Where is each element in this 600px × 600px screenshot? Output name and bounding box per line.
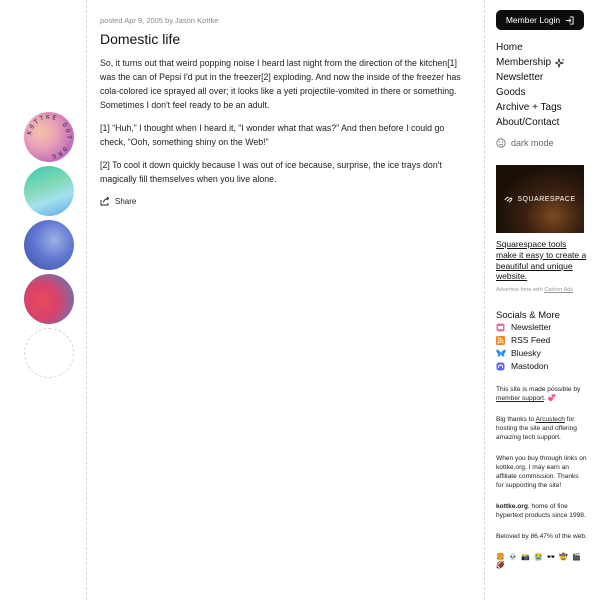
ad-link[interactable]: Squarespace tools make it easy to create a beautiful and unique website. (496, 239, 587, 282)
right-divider (484, 0, 485, 600)
site-name: kottke.org (496, 503, 528, 511)
ad-note-prefix: Advertise here with (496, 287, 545, 294)
share-label: Share (115, 196, 137, 206)
share-icon (100, 196, 110, 206)
ad-brand: SQUARESPACE (517, 195, 576, 203)
ad-image[interactable] (496, 165, 584, 233)
nav-membership[interactable] (496, 55, 588, 70)
beloved-note: Beloved by 86.47% of the web. (496, 533, 587, 541)
nav-archive-tags[interactable] (496, 100, 588, 115)
post (100, 16, 472, 206)
nav-home[interactable] (496, 40, 588, 55)
support-prefix: This site is made possible by (496, 386, 581, 394)
decorative-circle-empty (24, 328, 74, 378)
social-rss[interactable] (496, 334, 588, 347)
carbon-ads-link[interactable]: Carbon Ads (544, 287, 574, 294)
ad-note (496, 287, 588, 293)
smiley-icon (496, 138, 506, 148)
nav-archive-tags-label: Archive + Tags (496, 102, 562, 113)
sidebar (496, 10, 588, 569)
post-paragraph-1: So, it turns out that weird popping noise I heard last night from the direction of the kitchen[1] was the can of Pepsi I'd put in the freezer[2] exploding. And now the inside of the freezer has cola-colored ice sprayed all over; it looks like a yeti projectile-vomited in there or something. Sometimes I don't feel ready to be an adult. (100, 58, 461, 110)
social-mastodon[interactable] (496, 360, 588, 373)
newsletter-icon (496, 323, 505, 332)
decorative-circle-teal (24, 166, 74, 216)
sparkle-icon (555, 58, 565, 68)
logo-ring-text (24, 112, 74, 162)
post-paragraph-3: [2] To cool it down quickly because I was out of ice because, surprise, the ice trays don't magically fill themselves when you live alone. (100, 160, 442, 184)
nav-about-contact[interactable] (496, 115, 588, 130)
nav-newsletter[interactable] (496, 70, 588, 85)
member-login-button[interactable] (496, 10, 584, 30)
support-suffix: . 💞 (544, 395, 556, 403)
nav-goods[interactable] (496, 85, 588, 100)
arcustech-link[interactable]: Arcustech (535, 416, 565, 424)
dark-mode-toggle[interactable] (496, 138, 588, 148)
decorative-circle-blue (24, 220, 74, 270)
thanks-suffix: for hosting the site and offering amazing tech support. (496, 416, 577, 442)
member-login-label: Member Login (505, 15, 561, 25)
nav-newsletter-label: Newsletter (496, 72, 544, 83)
decorative-circle-red (24, 274, 74, 324)
dark-mode-label: dark mode (511, 138, 554, 148)
nav-about-contact-label: About/Contact (496, 117, 560, 128)
social-newsletter-label: Newsletter (511, 322, 552, 333)
post-title[interactable]: Domestic life (100, 31, 181, 47)
bluesky-icon (496, 349, 505, 358)
member-support-link[interactable]: member support (496, 395, 545, 403)
post-paragraph-2: [1] “Huh,” I thought when I heard it, “I wonder what that was?” And then before I could go check, “Ooh, something shiny on the Web!” (100, 123, 445, 147)
mastodon-icon (496, 362, 505, 371)
emoji-row: 🍔 💀 📸 😭 🕶️ 🤠 🎬 🏈 (496, 554, 582, 570)
nav-home-label: Home (496, 42, 523, 53)
post-meta: posted Apr 9, 2005 by Jason Kottke (100, 16, 219, 25)
svg-text:KOTTKE DOT ORG: KOTTKE DOT ORG (26, 113, 73, 161)
nav-goods-label: Goods (496, 87, 526, 98)
social-mastodon-label: Mastodon (511, 361, 549, 372)
about-note (496, 502, 588, 520)
left-divider (86, 0, 87, 600)
thanks-prefix: Big thanks to (496, 416, 536, 424)
hosting-note (496, 415, 588, 442)
affiliate-note: When you buy through links on kottke.org, I may earn an affiliate commission. Thanks for supporting the site! (496, 455, 587, 490)
nav-membership-label: Membership (496, 57, 552, 68)
logo-circles (24, 112, 74, 382)
login-icon (565, 16, 574, 25)
main-nav (496, 40, 588, 130)
social-rss-label: RSS Feed (511, 335, 551, 346)
squarespace-logo-icon (504, 196, 513, 203)
socials-heading: Socials & More (496, 310, 560, 322)
social-bluesky[interactable] (496, 347, 588, 360)
rss-icon (496, 336, 505, 345)
social-bluesky-label: Bluesky (511, 348, 541, 359)
kottke-logo[interactable] (24, 112, 74, 162)
social-newsletter[interactable] (496, 321, 588, 334)
about-rest: . home of fine hypertext products since 1998. (496, 503, 586, 520)
support-note (496, 385, 588, 403)
share-button[interactable] (100, 196, 472, 206)
